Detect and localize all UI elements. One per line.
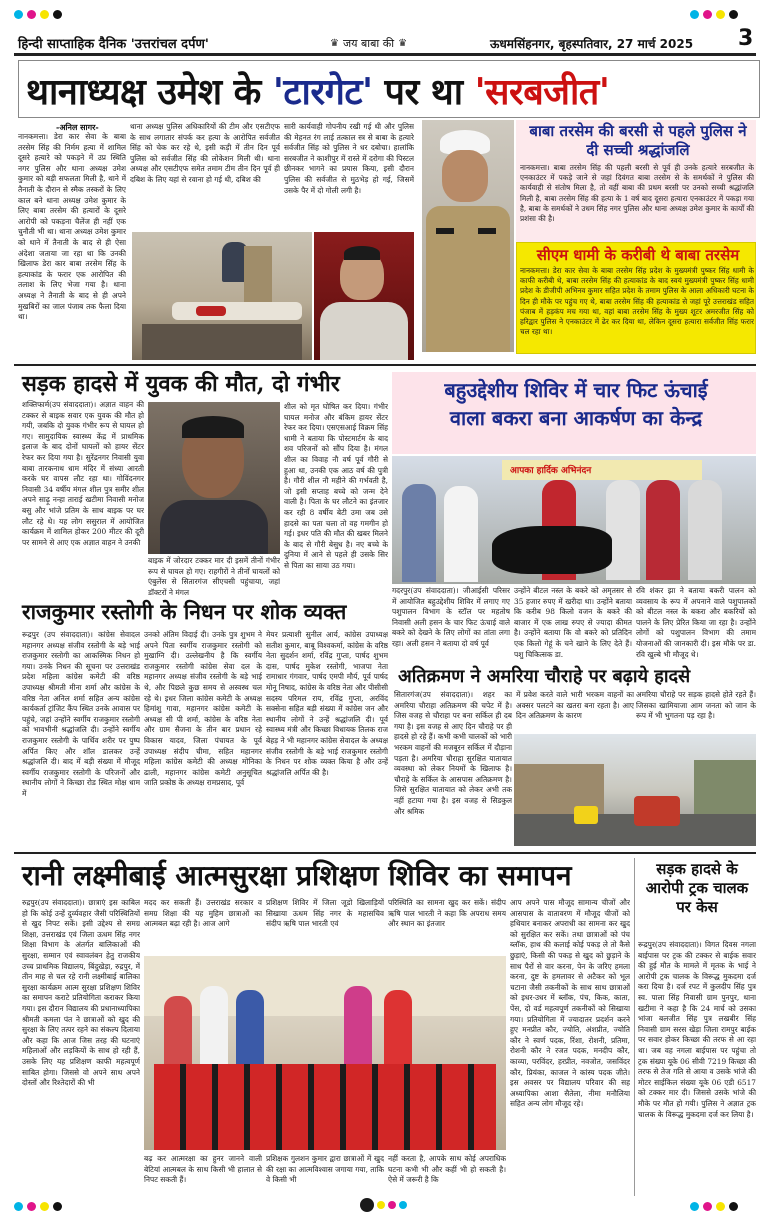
shrine-icon: ♛ (398, 38, 408, 49)
training-col3: प्रशिक्षण शिविर में जिला जूडो खिलाड़ियों सिखाया ऊधम सिंह नगर के महासचिव संदीप ऋषि पाल भारती एवं (266, 898, 384, 929)
banner-text: आपका हार्दिक अभिनंदन (510, 466, 592, 476)
camp-col1: गदरपुर(उप संवाददाता)। जीआईसी परिसर में आयोजित बहुउद्देशीय शिविर में लगाए गए पशुपालन विभाग के स्टॉल पर महतोष निवासी अली हसन के चार फिट ऊंचाई वाले बकरे को देखने के लिए लोगों का तांता लगा रहा। अली हसन ने बताया दो वर्ष पूर्व (392, 586, 510, 648)
encroachment-col1: सितारगंज(उप संवाददाता)। शहर का अमरिया चौराहा अतिक्रमण की चपेट में है। जिस वजह से चौराहा पर बना सर्किल ही दब गया है। इस वजह से आए दिन चौराहे पर ही हादसे हो रहे हैं। कभी कभी चालकों को भारी भरकम वाहनों की मजबूरन सर्किल में दौड़ाना पड़ता है। अमरिया चौराहा सुरक्षित यातायात व्यवस्था को लेकर नियमों के खिलाफ है। चौराहे के सर्किल के आसपास अतिक्रमण है। जिसे सुरक्षित यातायात को लेकर अभी तक नहीं हटाया गया है। इस वजह से सिडकुल और श्रमिक (394, 690, 512, 816)
training-col2b: बढ़ कर आत्मरक्षा का हुनर जानने वाली बेटियां आत्मबल के साथ किसी भी हालात से निपट सकती हैं। (144, 1154, 262, 1185)
camp-headline-line2: वाला बकरा बना आकर्षण का केन्द्र (449, 406, 703, 430)
accident-headline: सड़क हादसे में युवक की मौत, दो गंभीर (22, 371, 340, 397)
whatsapp-icon (360, 1198, 374, 1212)
lead-story-col3: सारी कार्यवाही गोपनीय रखी गई थी और पुलिस की मेहनत रंग लाई तत्काल स्त्र से बाबा के हत्यारे सर्वजीत सिंह को पुलिस ने धर दबोचा। हालांकि सरबजीत ने काशीपुर में रास्ते में दरोगा की पिस्टल छीनकर भागने का प्रयास किया, इसी दौरान पुलिस की सर्वजीत से मुठभेड़ हो गई, जिसमें उसके पैर में दो गोली लगी है। (284, 122, 414, 195)
slogan-text: जय बाबा की (342, 37, 395, 50)
condolence-col1: रूद्रपुर (उप संवाददाता)। कांग्रेस सेवादल महानगर अध्यक्ष संजीव रस्तोगी के बड़े भाई राजकुमार रस्तोगी का आकस्मिक निधन हो गया। उनके निधन की सूचना पर उत्तराखंड प्रदेश महिला कांग्रेस कमेटी की वरिष्ठ उपाध्यक्ष श्रीमती मीना शर्मा और कांग्रेस के वरिष्ठ नेता अनिल शर्मा सहित अन्य कांग्रेस कार्यकर्ता ट्रांजिट कैंप स्थित उनके आवास पर पहुंचे, जहां उन्होंने स्वर्गीय राजकुमार रस्तोगी को भावभीनी श्रद्धांजलि दी। उन्होंने स्वर्गीय राजकुमार रस्तोगी के पार्थिव शरीर पर पुष्प अर्पित किए और शॉल डालकर उन्हें श्रद्धांजलि दी। बाद में बड़ी संख्या में मौजूद स्वर्गीय राजकुमार रस्तोगी के परिजनों और स्थानीय लोगों ने किच्छा रोड स्थित मोक्ष धाम में (22, 630, 140, 798)
training-col3b: प्रशिक्षक गुलशन कुमार द्वारा छात्राओं में खुद की रक्षा का आत्मविश्वास जगाया गया, ताकि वे किसी भी (266, 1154, 384, 1185)
masthead-title: हिन्दी साप्ताहिक दैनिक 'उत्तरांचल दर्पण' (18, 37, 209, 52)
accident-col2: बाइक में जोरदार टक्कर मार दी इसमें तीनों गंभीर रूप से घायल हो गए। राहगीरों ने तीनों घायलों को एंबुलेंस से सितारगंज सीएचसी पहुंचाया, जहां डॉक्टरों ने मंगल (148, 556, 280, 596)
condolence-col3: मेयर प्रत्याशी सुनील आर्य, कांग्रेस उपाध्यक्ष सतीश कुमार, बाबू विश्वकर्मा, कांग्रेस के वरिष्ठ नेता सुदर्शन शर्मा, रविंद्र गुप्ता, पार्षद शुभम दास, पार्षद मुकेश रस्तोगी, भाजपा नेता रामाधार गंगवार, पार्षद एमपी मौर्य, पूर्व पार्षद मोनू निषाद, कांग्रेस के वरिष्ठ नेता और पीसीसी सदस्य परिमल राय, रविंद्र गुप्ता, अरविंद सक्सेना सहित बड़ी संख्या में कांग्रेस जन और स्थानीय लोगों ने उन्हें श्रद्धांजलि दी। पूर्व स्वास्थ्य मंत्री और किच्छा विधायक तिलक राज बेहड़ ने भी महानगर कांग्रेस सेवादल के अध्यक्ष संजीव रस्तोगी के बड़े भाई राजकुमार रस्तोगी के निधन पर शोक व्यक्त किया है और उन्हें श्रद्धांजलि अर्पित की है। (266, 630, 388, 777)
camp-col2: उन्होंने बीटल नस्ल के बकरे को अमृतसर से 35 हजार रुपए में खरीदा था। उन्होंने बताया कि करीब 98 किलो वजन के बकरे की बाजार में एक लाख रुपए से ज्यादा कीमत है। उन्होंने बताया कि वो बकरे को प्रतिदिन एक किलो गेहूं के चने खाने के लिए देते हैं। पशु चिकित्सक डा. (514, 586, 632, 659)
lead-story-col2: थाना अध्यक्ष पुलिस अधिकारियों की टीम और एसटीएफ के साथ लगातार संपर्क कर हत्या के आरोपित सर्वजीत सिंह को चेक कर रहे थे, इसी कड़ी में तीन दिन पूर्व पुलिस को सर्वजीत सिंह की लोकेशन मिली थी। थाना अध्यक्ष और एसटीएफ समेत तमाम टीम तीन दिन पूर्व ही दबिश के लिए यहां से रवाना हो गई थी, दबिश की (130, 122, 280, 184)
training-col4b: नहीं करता है, आपके साथ कोई अपराधिक घटना कभी भी और कहीं भी हो सकती है। ऐसे में जरूरी है कि (388, 1154, 506, 1185)
lead-headline-part-c: पर था (372, 71, 475, 113)
intersection-photo (514, 734, 756, 846)
color-registration-dots (690, 1202, 738, 1211)
color-registration-dots (14, 1202, 62, 1211)
goat-photo (392, 456, 756, 584)
lead-headline-name: 'सरबजीत' (474, 71, 610, 113)
lead-headline-target: 'टारगेट' (272, 71, 373, 113)
training-col4: परिस्थिति का सामना खुद कर सकें। संदीप ऋषि पाल भारती ने कहा कि अपराध समय और स्थान का इंतजार (388, 898, 506, 929)
lead-story-col1: नानकमत्ता। डेरा कार सेवा के बाबा तरसेम सिंह की निर्मम हत्या में शामिल दूसरे हत्यारे को पकड़ने में उप्र स्थिति नगर पुलिस और थाना अध्यक्ष उमेश कुमार को बड़ी सफलता मिली है, थाने में तैनाती के दौरान से स्मैक तस्करों के लिए काल बने थाना अध्यक्ष उमेश कुमार के लिए बाबा तरसेम की हत्यारों के दूसरे आरोपी को पकड़ना चैलेंज ही नहीं एक चुनौती भी था। थाना अध्यक्ष उमेश कुमार को थाने में तैनाती के बाद से ही ऐसा अंदेशा जताया जा रहा था कि उनकी खिलाफ डेरा कार बाबा तरसेम सिंह के हत्याकांड के फरार एक आरोपित की तलाश के लिए भेजा गया है। थाना अध्यक्ष ने तैनाती के बाद से ही अपने मुखबिरों का जाल पंजाब तक फैला दिया था। (18, 132, 126, 322)
center-slogan (330, 36, 407, 51)
header-rule (14, 53, 756, 56)
footer-emblem (360, 1198, 407, 1212)
victim-photo (148, 402, 280, 554)
sidebar-box-title: सीएम धामी के करीबी थे बाबा तरसेम (536, 246, 740, 264)
section-rule (14, 852, 756, 854)
officer-photo (422, 120, 514, 352)
encroachment-col2: में प्रवेश करते वाले भारी भरकम वाहनों का अक्सर पलटने का खतरा बना रहता है। आए दिन अतिक्रमण के कारण (516, 690, 634, 721)
encroachment-headline: अतिक्रमण ने अमरिया चौराहे पर बढ़ाये हादसे (398, 666, 691, 687)
truck-headline: सड़क हादसे के आरोपी ट्रक चालक पर केस (645, 860, 749, 916)
color-registration-dots (690, 10, 738, 19)
condolence-headline: राजकुमार रस्तोगी के निधन पर शोक व्यक्त (22, 599, 347, 624)
lead-headline (26, 66, 609, 115)
color-registration-dots (14, 10, 62, 19)
accident-col3: शील को मृत घोषित कर दिया। गंभीर घायल मनोज और बंकिम हायर सेंटर रेफर कर दिया। एसएसआई विक्रम सिंह धामी ने बताया कि पोस्टमार्टम के बाद शव परिजनों को सौंप दिया है। मंगल शील का विवाह नौ वर्ष पूर्व गौरी से हुआ था, उनकी एक आठ वर्ष की पुत्री है। गौरी शील नौ महीने की गर्भवती है, जो इसी सप्ताह बच्चे को जन्म देने वाली है। पिता के घर लौटने का इंतजार कर रही 8 वर्षीय बेटी उमा जब उसे हादसे का पता चला तो वह गमगीन हो गई। इधर पति की मौत की खबर मिलने के बाद से गौरी बेसुध है। नए बच्चे के दुनिया में आने से पहले ही उसके सिर से पिता का साया उठ गया। (284, 402, 388, 570)
training-col2: मदद कर सकती हैं। उत्तराखंड सरकार व समग्र शिक्षा की यह मुहिम छात्राओं का आत्मबल बढ़ा रही है। आज आगे (144, 898, 262, 929)
girls-group-photo (144, 956, 506, 1150)
sidebar-text: नानकमत्ता। बाबा तरसेम सिंह की पहली बरसी से पूर्व ही उनके हत्यारे सरबजीत के एनकाउंटर में पकड़े जाने से जहां दिवंगत बाबा तरसेम से के समर्थकों ने पुलिस की कार्यवाही से संतोष मिला है, तो वहीं बाबा की प्रथम बरसी पर उनको सच्ची श्रद्धांजलि मिली है, बाबा तरसेम सिंह की हत्या के 1 वर्ष बाद दूसरा हत्यारा एनकाउंटर में पकड़ा गया है, बाबा के समर्थकों ने उधम सिंह नगर पुलिस और थाना अध्यक्ष उमेश कुमार के कार्यों की प्रशंसा की है। (520, 163, 754, 224)
issue-date: ऊधमसिंहनगर, बृहस्पतिवार, 27 मार्च 2025 (490, 37, 694, 51)
camp-col3: रवि शंकर झा ने बताया बकरी पालन को व्यवसाय के रूप में अपनाने वाले पशुपालकों को बीटल नस्ल के बकरा और बकरियों को पालने के लिए प्रेरित किया जा रहा है। उन्होंने लोगों को पशुपालन विभाग की तमाम योजनाओं की जानकारी दी। इस मौके पर डा. रवि खुल्बे भी मौजूद थे। (636, 586, 756, 659)
accused-photo (314, 232, 414, 360)
training-col1: रुद्रपुर(उप संवाददाता)। छात्राएं इस काबिल हो कि कोई उन्हें दुर्व्यवहार जैसी परिस्थितियों से खुद निपट सकें। इसी उद्देश्य से समग्र शिक्षा, उत्तराखंड एवं जिला ऊधम सिंह नगर शिक्षा विभाग के अंतर्गत बालिकाओं की सुरक्षा, सम्मान एवं स्वावलंबन हेतु राजकीय उच्च प्राथमिक विद्यालय, बिंदुखेड़ा, रुद्रपुर, में तीन माह से चल रहे रानी लक्ष्मीबाई बालिका सुरक्षा कार्यक्रम आत्म सुरक्षा प्रशिक्षण शिविर का समापन कराटे प्रतियोगिता कराकर किया गया। इस दौरान विद्यालय की प्रधानाध्यापिका श्रीमती कमला पंत ने छात्राओं को खुद की सुरक्षा के लिए तत्पर रहने का संकल्प दिलाया और कहा कि आज जिस तरह की घटनाएं महिलाओं और लड़कियों के साथ हो रही हैं, उसके लिए यह प्रशिक्षण काफी महत्वपूर्ण साबित होगा। जिससे वो अपने साथ अपने दोस्तों और रिश्तेदारों की भी (22, 898, 140, 1088)
sidebar-box-text: नानकमत्ता। डेरा कार सेवा के बाबा तरसेम सिंह प्रदेश के मुख्यमंत्री पुष्कर सिंह धामी के काफी करीबी थे, बाबा तरसेम सिंह की हत्याकांड के बाद स्वयं मुख्यमंत्री पुष्कर सिंह धामी प्रदेश के डीजीपी अभिनव कुमार सहित प्रदेश के तमाम पुलिस के आला अधिकारी घटना के दिन ही मौके पर पहुंच गए थे, बाबा तरसेम सिंह की हत्याकांड से जहां पूरे उत्तराखंड सहित पंजाब में हड़कंप मच गया था, वहां बाबा तरसेम सिंह के मुख्य शूटर अमरजीत सिंह को हरिद्वार पुलिस ने एनकाउंटर में ढेर कर दिया था, लेकिन दूसरा हत्यारा सर्वजीत सिंह फरार चल रहा था। (520, 266, 754, 337)
encroachment-col3: अमरिया चौराहे पर सड़क हादसे होते रहते हैं। जिसका खामियाजा आम जनता को जान के रूप में भी भुगतना पड़ रहा है। (636, 690, 756, 721)
accident-col1: शक्तिफार्म(उप संवाददाता)। अज्ञात वाहन की टक्कर से बाइक सवार एक युवक की मौत हो गयी, जबकि दो युवक गंभीर रूप से घायल हो गए। सामुदायिक स्वास्थ्य केंद्र में प्राथमिक इलाज के बाद दोनों घायलों को हायर सेंटर रेफर कर दिया गया है। सुरेंद्रनगर निवासी युवा बाबा तारकनाथ धाम मंदिर में संध्या आरती करके घर वापस लौट रहा था। गोविंदनगर निवासी 34 वर्षीय मंगल शील पुत्र समीर शील अपने साढ़ू नन्हा ताराई खटीमा निवासी मनोज बसु और भांजे प्रतिम के साथ बाइक पर घर लौट रहे थे। यह लोग ससुराल में आयोजित कार्यक्रम में शामिल होकर 200 मीटर की दूरी पर सामने से आए एक अज्ञात वाहन ने उनकी (22, 400, 144, 547)
condolence-col2: उनको अंतिम विदाई दी। उनके पुत्र शुभम ने अपने पिता स्वर्गीय राजकुमार रस्तोगी को मुखाग्नि दी। उल्लेखनीय है कि स्वर्गीय राजकुमार रस्तोगी कांग्रेस सेवा दल के महानगर अध्यक्ष संजीव रस्तोगी के बड़े भाई थे, और पिछले कुछ समय से अस्वस्थ चल रहे थे। इधर जिला कांग्रेस कमेटी के अध्यक्ष हिमांशु गावा, महानगर कांग्रेस कमेटी के अध्यक्ष सी पी शर्मा, कांग्रेस के वरिष्ठ नेता और ग्राम सैजना के तीन बार प्रधान रहे विकास यादव, जिला पंचायत के पूर्व उपाध्यक्ष संदीप चीमा, सहित महानगर महिला कांग्रेस कमेटी की अध्यक्ष मोनिका ढाली, महानगर कांग्रेस कमेटी अनुसूचित जाति प्रकोष्ठ के अध्यक्ष रामप्रसाद, पूर्व (144, 630, 262, 788)
shrine-icon: ♛ (330, 38, 339, 49)
section-rule (14, 364, 756, 366)
training-headline: रानी लक्ष्मीबाई आत्मसुरक्षा प्रशिक्षण शिविर का समापन (22, 859, 572, 892)
hospital-photo (132, 232, 312, 360)
lead-headline-part-a: थानाध्यक्ष उमेश के (26, 71, 261, 113)
sidebar-title: बाबा तरसेम की बरसी से पहले पुलिस ने दी सच्ची श्रद्धांजलि (529, 122, 747, 159)
page-number: 3 (738, 26, 754, 51)
camp-headline (396, 376, 756, 432)
column-rule (634, 858, 635, 1196)
training-col5: आप अपने पास मौजूद सामान्य चीजों और आसपास के वातावरण में मौजूद चीजों को हथियार बनाकर अपराधी का सामना कर खुद को सुरक्षित कर सकें। तथा छात्राओं को पंच ब्लॉक, हाथ की कलाई कोई पकड़ ले तो कैसे छुड़ाएं, किसी की पकड़ से खुद को छुड़ाने के साथ पैरों से वार करना, पेन के जरिए हमला करना, दुष्ट के हमलावर से अटैकर को भूल चटाना जैसी तकनीकों के साथ साथ छात्राओं को इधर-उधर में ब्लॉक, पंच, किक, काता, पेंस, दो वर्ड महत्वपूर्ण तकनीकों को सिखाया गया। प्रतियोगिता में ज्यादातर प्रदर्शन करने हुए मनप्रीत कौर, ज्योति, अंशप्रीत, ज्योति कौर ने स्वर्ण पदक, रिंशा, रोशनी, प्रतिमा, रोशनी कौर ने रजत पदक, मनदीप कौर, काव्या, परविंदर, हरप्रीत, नवजोत, जसविंदर कौर, प्रियंका, काजल ने कांस्य पदक जीते। इस अवसर पर विद्यालय परिवार की सह अध्यापिका आशा सैतेला, नीमा मनौलिया सहित अन्य लोग मौजूद रहे। (510, 898, 630, 1109)
camp-headline-line1: बहुउद्देशीय शिविर में चार फिट ऊंचाई (444, 378, 708, 402)
truck-col: रूद्रपुर(उप संवाददाता)। विगत दिवस नगला बाईपास पर ट्रक की टक्कर से बाईक सवार की हुई मौत के मामले में मृतक के भाई ने आरोपी ट्रक चालक के विरूद्ध मुकदमा दर्ज करा दिया है। दर्ज रपट में कुलदीप सिंह पुत्र स्व. पाला सिंह निवासी ग्राम पुनपुर, थाना खटीमा ने कहा है कि 24 मार्च को उसका भांजा बलजीत सिंह पुत्र लखबीर सिंह निवासी ग्राम सरस खेड़ा जिला रामपुर बाईक पर सवार होकर किच्छा की तरफ से आ रहा था। जब वह नगला बाईपास पर पहुंचा तो ट्रक संख्या यूके 06 सीवी 7219 किच्छा की तरफ से तेज गति से आया व उसके भांजे की मोटर साईकिल संख्या यूके 06 एडी 6517 को टक्कर मार दी। जिससे उसके भांजे की मौके पर मौत हो गयी। पुलिस ने अज्ञात ट्रक चालक के विरूद्ध मुकदमा दर्ज कर लिया है। (638, 940, 756, 1119)
byline: -अनिल सागर- (56, 122, 99, 132)
